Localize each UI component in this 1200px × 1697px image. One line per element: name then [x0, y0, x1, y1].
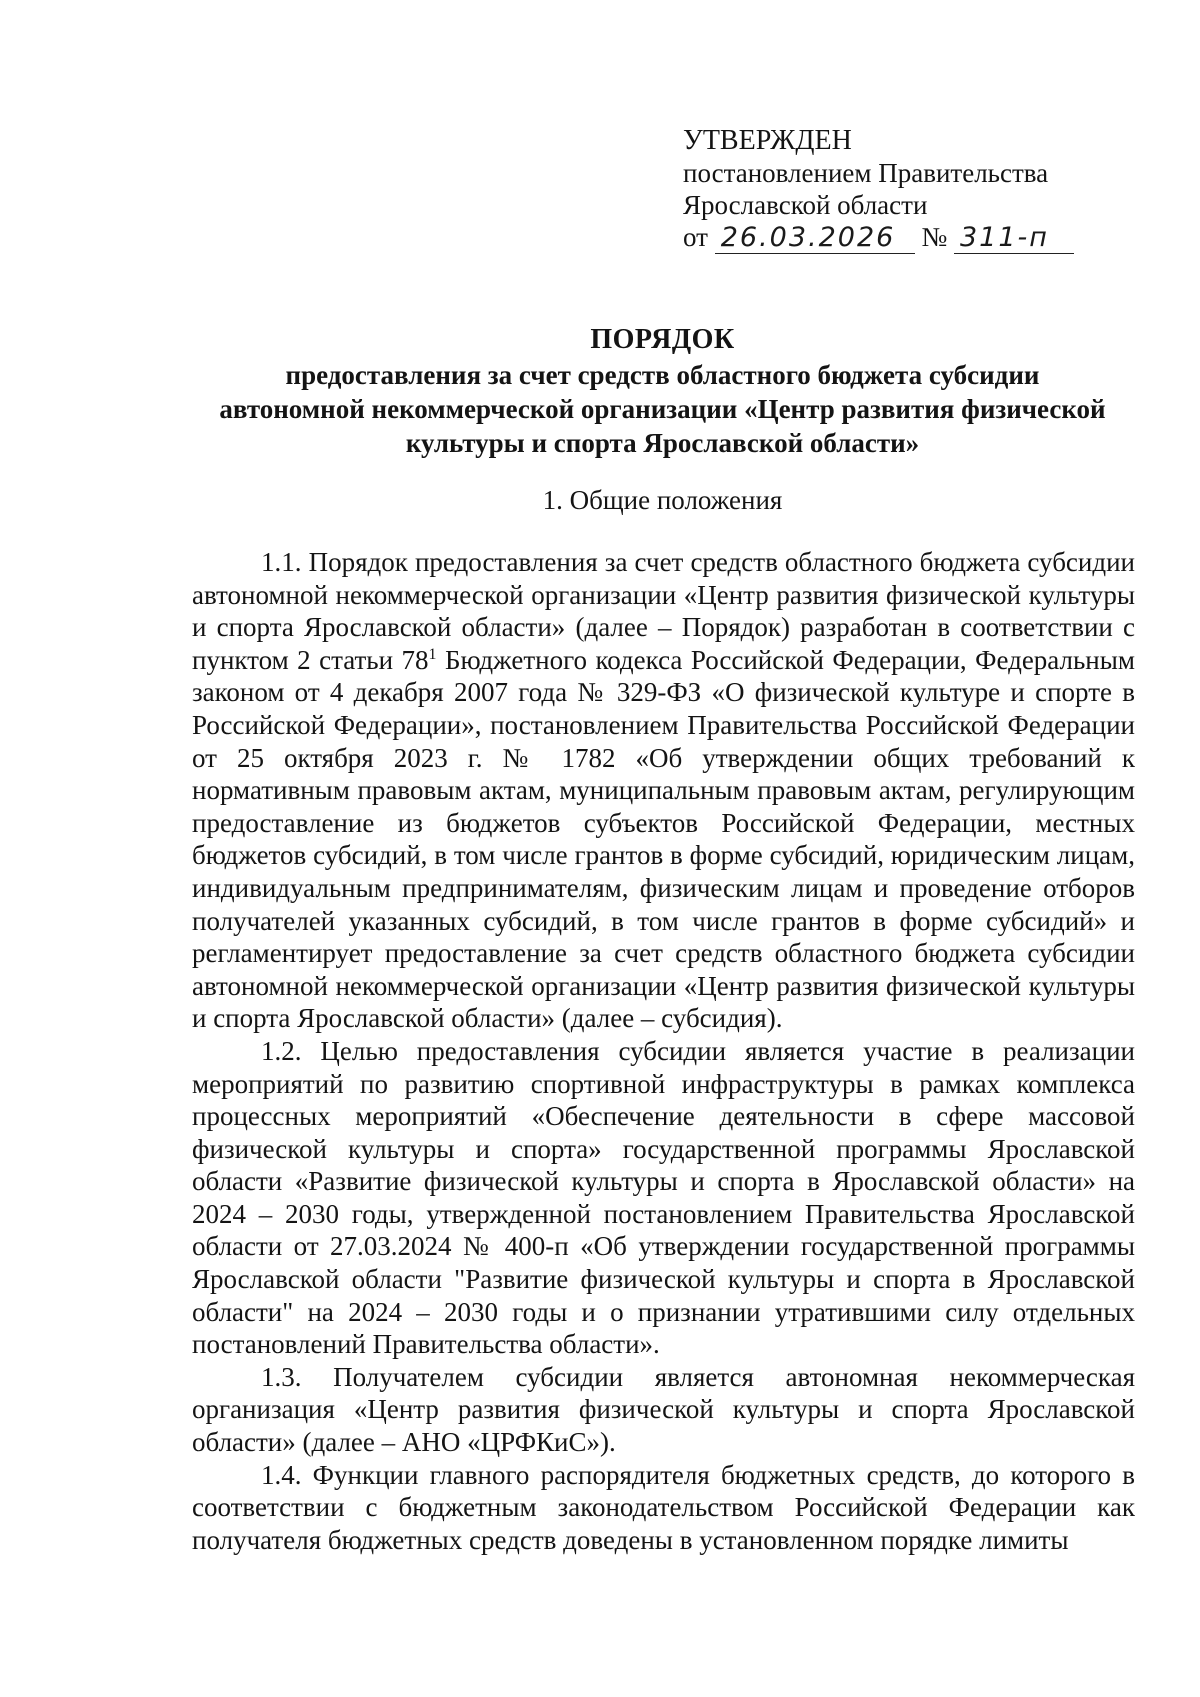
document-title: ПОРЯДОК [590, 324, 735, 355]
paragraph-1-1-superscript: 1 [428, 645, 437, 663]
document-heading [190, 322, 1135, 460]
approval-line-2: постановлением Правительства [683, 158, 1049, 188]
paragraph-1-1-part-a: 1.1. Порядок предоставления за счет средств областного бюджета субсидии автономной некоммерческой организации «Центр развития физической культуры и спорта Ярославской области» (далее – Порядок) разработан в соответствии с пунктом 2 статьи 78 [192, 547, 1135, 675]
document-body [192, 546, 1135, 1556]
handwritten-date: 26.03.2026 [720, 222, 896, 253]
section-title: 1. Общие положения [542, 485, 783, 515]
paragraph-1-1 [192, 546, 1135, 1035]
handwritten-date-field [715, 222, 915, 254]
paragraph-1-4: 1.4. Функции главного распорядителя бюджетных средств, до которого в соответствии с бюджетным законодательством Российской Федерации как получателя бюджетных средств доведены в установленном порядке лимиты [192, 1459, 1135, 1555]
approval-title: УТВЕРЖДЕН [683, 125, 852, 156]
approval-line-3: Ярославской области [683, 190, 928, 220]
number-prefix: № [921, 222, 948, 252]
handwritten-number: 311-п [959, 222, 1049, 253]
approval-date-number-row [683, 221, 1123, 257]
handwritten-number-field [954, 222, 1074, 254]
document-subtitle-line-3: культуры и спорта Ярославской области» [405, 428, 920, 458]
approval-stamp-block [683, 125, 1123, 257]
document-subtitle-line-1: предоставления за счет средств областного бюджета субсидии [285, 360, 1040, 390]
document-subtitle-line-2: автономной некоммерческой организации «Центр развития физической [219, 394, 1106, 424]
paragraph-1-3: 1.3. Получателем субсидии является автономная некоммерческая организация «Центр развития физической культуры и спорта Ярославской области» (далее – АНО «ЦРФКиС»). [192, 1361, 1135, 1458]
date-prefix: от [683, 222, 708, 252]
paragraph-1-1-part-b: Бюджетного кодекса Российской Федерации, Федеральным законом от 4 декабря 2007 года № 329-ФЗ «О физической культуре и спорте в Российской Федерации», постановлением Правительства Российской Федерации от 25 октября 2023 г. № 1782 «Об утверждении общих требований к нормативным правовым актам, муниципальным правовым актам, регулирующим предоставление из бюджетов субъектов Российской Федерации, местных бюджетов субсидий, в том числе грантов в форме субсидий, юридическим лицам, индивидуальным предпринимателям, физическим лицам и проведение отборов получателей указанных субсидий, в том числе грантов в форме субсидий» и регламентирует предоставление за счет средств областного бюджета субсидии автономной некоммерческой организации «Центр развития физической культуры и спорта Ярославской области» (далее – субсидия). [192, 644, 1135, 1034]
paragraph-1-2: 1.2. Целью предоставления субсидии является участие в реализации мероприятий по развитию спортивной инфраструктуры в рамках комплекса процессных мероприятий «Обеспечение деятельности в сфере массовой физической культуры и спорта» государственной программы Ярославской области «Развитие физической культуры и спорта в Ярославской области» на 2024 – 2030 годы, утвержденной постановлением Правительства Ярославской области от 27.03.2024 № 400-п «Об утверждении государственной программы Ярославской области "Развитие физической культуры и спорта в Ярославской области" на 2024 – 2030 годы и о признании утратившими силу отдельных постановлений Правительства области». [192, 1035, 1135, 1360]
